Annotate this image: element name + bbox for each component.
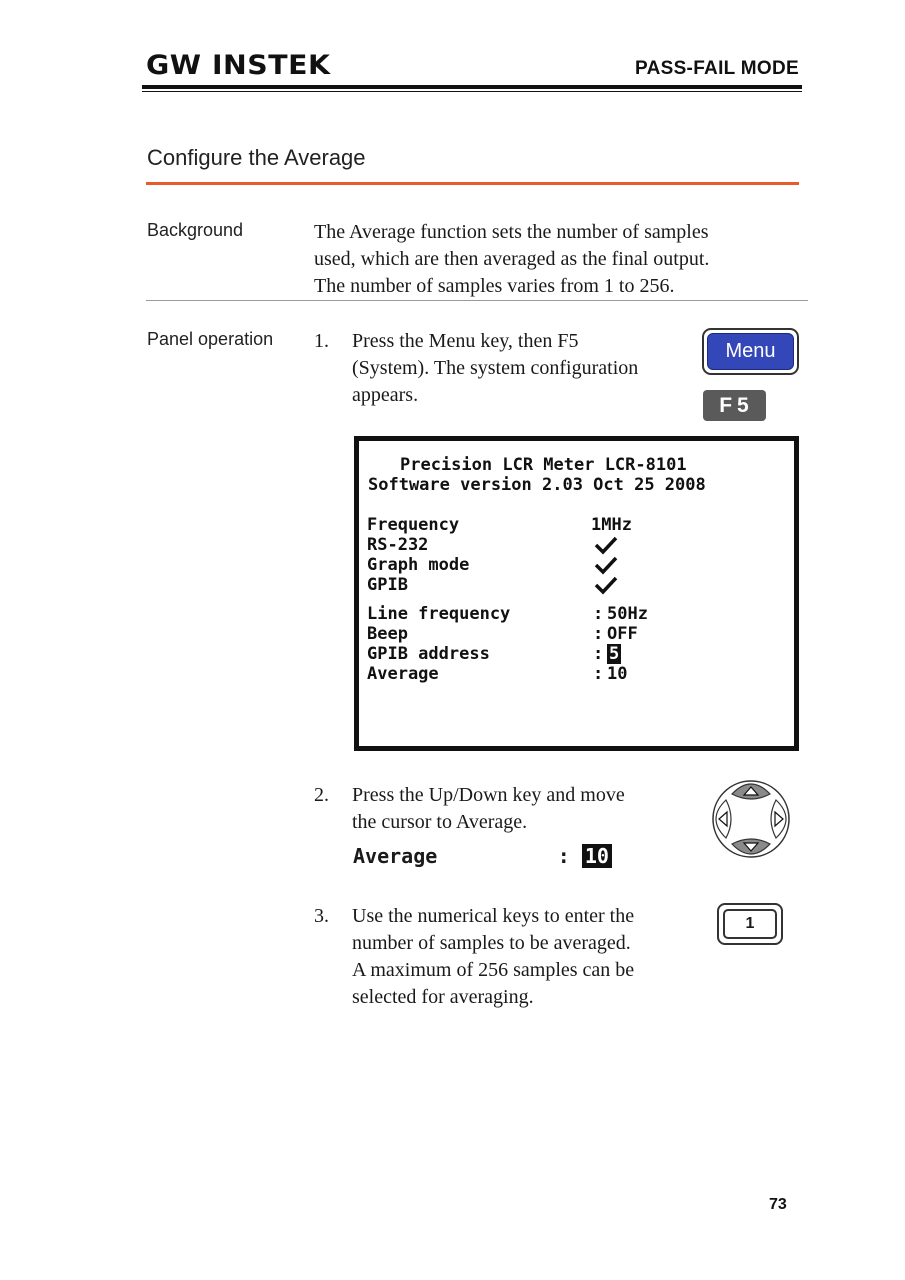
step-2-text [352,782,625,836]
panel-operation-label: Panel operation [147,329,274,349]
arrow-keypad-icon[interactable] [710,778,792,860]
section-rule [146,182,799,185]
lcd-colon: : [593,624,604,644]
lcd-gpib-label: GPIB [367,575,408,595]
background-line: used, which are then averaged as the final output. [314,248,710,270]
lcd-gpib-check-icon [593,575,619,595]
lcd-line-frequency-label: Line frequency [367,604,511,624]
numeric-key-1[interactable] [717,903,783,945]
header-rule-thick [142,85,802,89]
lcd-colon: : [593,664,604,684]
header-rule-thin [142,91,802,92]
step-3-number: 3. [314,905,329,927]
gwinstek-logo: GW INSTEK [146,50,331,81]
lcd-frequency-value: 1MHz [591,515,632,535]
step-line: number of samples to be averaged. [352,932,631,954]
lcd-title-line-1: Precision LCR Meter LCR-8101 [400,455,687,475]
lcd-frequency-label: Frequency [367,515,460,535]
average-display-value: 10 [582,844,612,868]
lcd-beep-value: OFF [607,624,638,644]
lcd-beep-label: Beep [367,624,408,644]
lcd-graph-mode-check-icon [593,555,619,575]
lcd-gpib-address-value: 5 [609,644,620,664]
lcd-title-line-2: Software version 2.03 Oct 25 2008 [368,475,706,495]
step-line: selected for averaging. [352,986,534,1008]
section-divider [146,300,808,301]
step-line: A maximum of 256 samples can be [352,959,635,981]
background-line: The number of samples varies from 1 to 256. [314,275,675,297]
f5-key[interactable]: F5 [703,390,766,421]
lcd-line-frequency-value: 50Hz [607,604,648,624]
numeric-key-1-label: 1 [723,909,777,939]
lcd-colon: : [593,604,604,624]
lcd-graph-mode-label: Graph mode [367,555,470,575]
step-line: (System). The system configuration [352,357,639,379]
page-number: 73 [769,1196,787,1213]
menu-key-label: Menu [707,333,794,370]
step-line: the cursor to Average. [352,811,528,833]
step-line: Press the Menu key, then F5 [352,330,579,352]
lcd-average-value: 10 [607,664,628,684]
lcd-colon: : [593,644,604,664]
background-line: The Average function sets the number of samples [314,221,709,243]
average-display-colon: : [557,844,570,868]
average-display [353,844,612,868]
step-line: appears. [352,384,419,406]
step-1-text [352,328,638,409]
average-display-label: Average [353,844,438,868]
step-line: Press the Up/Down key and move [352,784,625,806]
background-label: Background [147,220,244,240]
lcd-system-screen [354,436,799,751]
step-line: Use the numerical keys to enter the [352,905,635,927]
background-text [314,219,709,300]
lcd-gpib-address-label: GPIB address [367,644,490,664]
section-title: Configure the Average [147,145,366,170]
header-chapter-title: PASS-FAIL MODE [635,58,799,79]
step-1-number: 1. [314,330,329,352]
lcd-average-label: Average [367,664,439,684]
lcd-rs232-check-icon [593,535,619,555]
step-2-number: 2. [314,784,329,806]
lcd-rs232-label: RS-232 [367,535,429,555]
menu-key[interactable] [702,328,799,375]
step-3-text [352,903,634,1011]
